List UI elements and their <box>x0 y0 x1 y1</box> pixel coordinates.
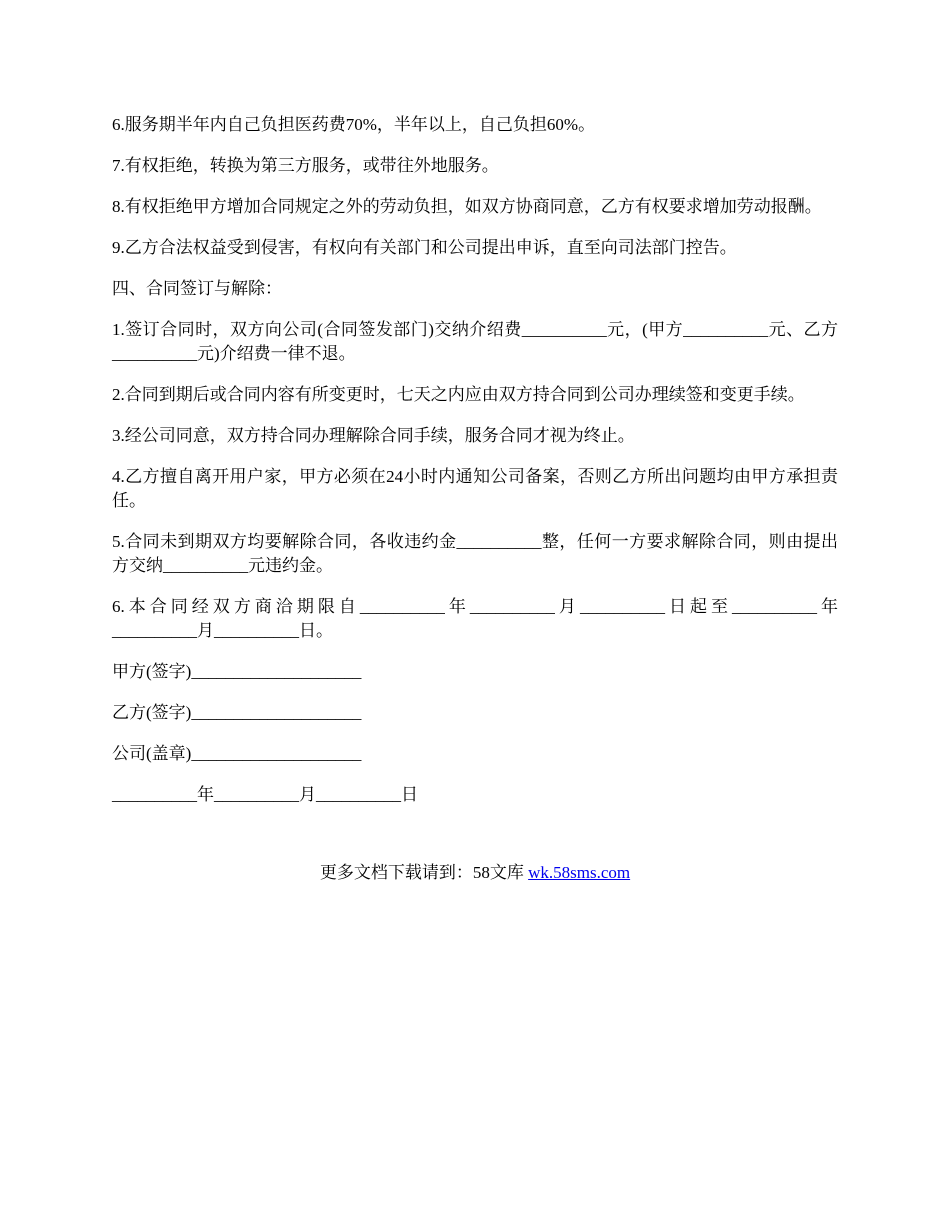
clause-renewal: 2.合同到期后或合同内容有所变更时，七天之内应由双方持合同到公司办理续签和变更手续。 <box>112 385 805 404</box>
signature-party-a: 甲方(签字)____________________ <box>112 662 362 681</box>
footer-text: 更多文档下载请到：58文库 <box>319 863 529 882</box>
document-body <box>112 113 838 824</box>
clause-unauthorized-leave: 4.乙方擅自离开用户家，甲方必须在24小时内通知公司备案，否则乙方所出问题均由甲方承担责任。 <box>112 467 838 510</box>
clause-contract-term: 6.本合同经双方商洽期限自__________年__________月__________日起至__________年__________月__________日。 <box>112 597 838 640</box>
clause-right-refuse-transfer: 7.有权拒绝，转换为第三方服务，或带往外地服务。 <box>112 156 499 175</box>
footer-download-note <box>0 861 950 885</box>
clause-termination-procedure: 3.经公司同意，双方持合同办理解除合同手续，服务合同才视为终止。 <box>112 426 635 445</box>
signature-party-b: 乙方(签字)____________________ <box>112 703 362 722</box>
signing-date-line: __________年__________月__________日 <box>112 785 418 804</box>
footer-link[interactable]: wk.58sms.com <box>528 863 631 882</box>
clause-breach-penalty: 5.合同未到期双方均要解除合同，各收违约金__________整，任何一方要求解除合同，则由提出方交纳__________元违约金。 <box>112 532 838 575</box>
section-heading-signing-termination: 四、合同签订与解除： <box>112 279 282 298</box>
clause-right-appeal: 9.乙方合法权益受到侵害，有权向有关部门和公司提出申诉，直至向司法部门控告。 <box>112 238 737 257</box>
clause-introduction-fee: 1.签订合同时，双方向公司(合同签发部门)交纳介绍费__________元，(甲方__________元、乙方__________元)介绍费一律不退。 <box>112 320 838 363</box>
clause-right-refuse-extra-labor: 8.有权拒绝甲方增加合同规定之外的劳动负担，如双方协商同意，乙方有权要求增加劳动报酬。 <box>112 197 822 216</box>
company-seal-line: 公司(盖章)____________________ <box>112 744 362 763</box>
clause-service-medical-cost: 6.服务期半年内自己负担医药费70%，半年以上，自己负担60%。 <box>112 115 596 134</box>
